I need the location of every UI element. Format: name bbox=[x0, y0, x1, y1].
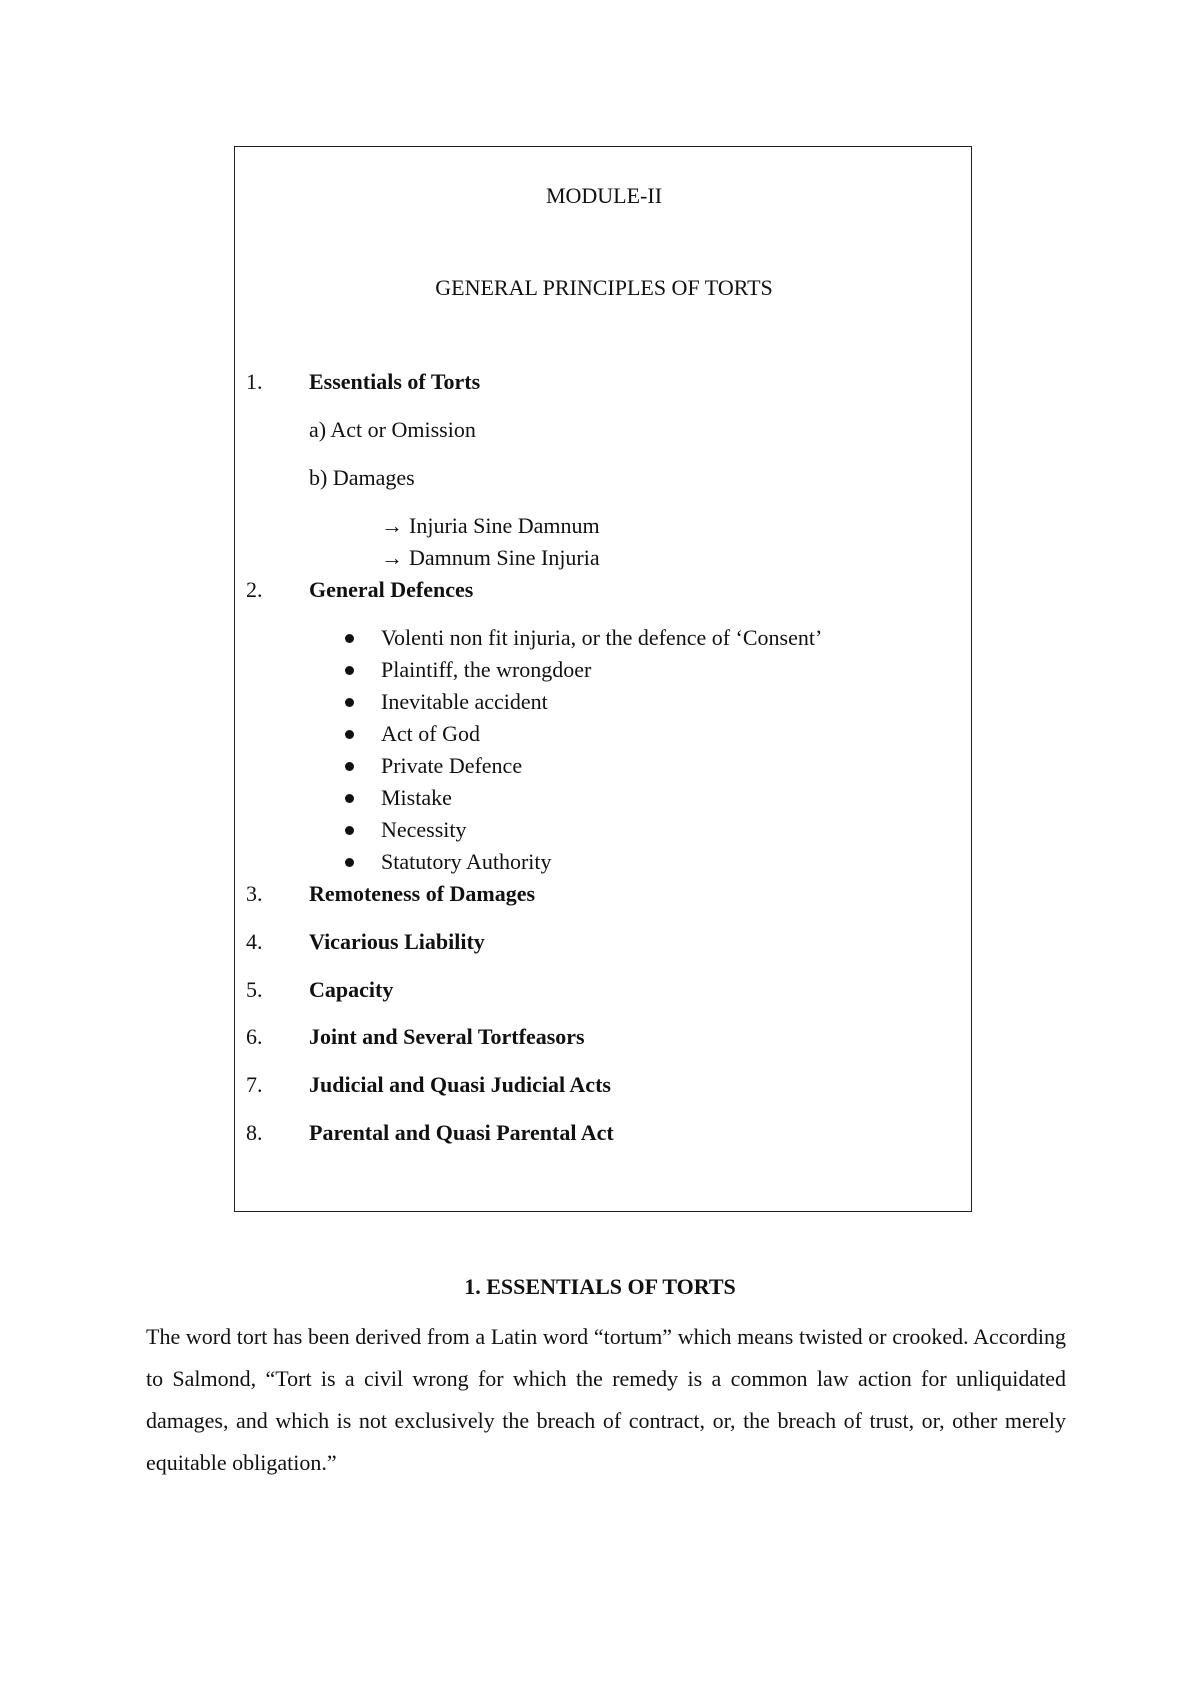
item-heading-judicial-acts: Judicial and Quasi Judicial Acts bbox=[309, 1072, 611, 1097]
defence-item: Volenti non fit injuria, or the defence of ‘Consent’ bbox=[381, 625, 823, 650]
bullet-icon bbox=[345, 698, 354, 707]
bullet-icon bbox=[345, 730, 354, 739]
defence-item: Act of God bbox=[381, 721, 480, 746]
subpoint-text: Damnum Sine Injuria bbox=[409, 545, 600, 570]
subpoint-text: Injuria Sine Damnum bbox=[409, 513, 600, 538]
outline-title: GENERAL PRINCIPLES OF TORTS bbox=[435, 275, 773, 300]
defence-item: Private Defence bbox=[381, 753, 523, 778]
bullet-icon bbox=[345, 794, 354, 803]
item-number: 8. bbox=[246, 1120, 263, 1145]
item-number: 6. bbox=[246, 1024, 263, 1049]
sub-item-damages: b) Damages bbox=[309, 465, 415, 490]
defence-item: Necessity bbox=[381, 817, 467, 842]
defence-item: Inevitable accident bbox=[381, 689, 548, 714]
bullet-icon bbox=[345, 666, 354, 675]
item-heading-capacity: Capacity bbox=[309, 977, 394, 1002]
damages-subpoint bbox=[381, 513, 600, 539]
defence-item: Mistake bbox=[381, 785, 452, 810]
item-heading-joint-tortfeasors: Joint and Several Tortfeasors bbox=[309, 1024, 585, 1049]
bullet-icon bbox=[345, 858, 354, 867]
bullet-icon bbox=[345, 634, 354, 643]
item-heading-vicarious-liability: Vicarious Liability bbox=[309, 929, 485, 954]
item-number: 3. bbox=[246, 881, 263, 906]
defence-item: Statutory Authority bbox=[381, 849, 552, 874]
bullet-icon bbox=[345, 762, 354, 771]
item-number: 5. bbox=[246, 977, 263, 1002]
module-outline-box bbox=[234, 146, 972, 1212]
right-arrow-icon: → bbox=[381, 513, 403, 538]
item-number: 7. bbox=[246, 1072, 263, 1097]
damages-subpoint bbox=[381, 545, 600, 571]
bullet-icon bbox=[345, 826, 354, 835]
item-heading-remoteness: Remoteness of Damages bbox=[309, 881, 536, 906]
item-heading-essentials: Essentials of Torts bbox=[309, 369, 481, 394]
right-arrow-icon: → bbox=[381, 545, 403, 570]
module-title: MODULE-II bbox=[545, 183, 663, 208]
item-number: 1. bbox=[246, 369, 263, 394]
item-heading-general-defences: General Defences bbox=[309, 577, 474, 602]
sub-item-act-or-omission: a) Act or Omission bbox=[309, 417, 476, 442]
section-paragraph: The word tort has been derived from a Latin word “tortum” which means twisted or crooked. According to Salmond, “Tort is a civil wrong for which the remedy is a common law action for unliquidated damages, and which is not exclusively the breach of contract, or, the breach of trust, or, other merely equitable obligation.” bbox=[146, 1324, 1066, 1475]
section-heading: 1. ESSENTIALS OF TORTS bbox=[464, 1274, 736, 1299]
defence-item: Plaintiff, the wrongdoer bbox=[381, 657, 592, 682]
item-number: 4. bbox=[246, 929, 263, 954]
item-number: 2. bbox=[246, 577, 263, 602]
item-heading-parental-acts: Parental and Quasi Parental Act bbox=[309, 1120, 614, 1145]
